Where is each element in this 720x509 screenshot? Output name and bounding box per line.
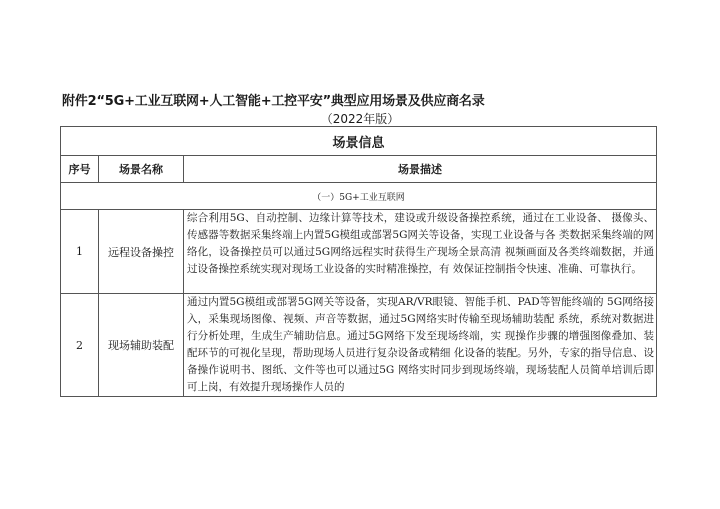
scenario-name: 现场辅助装配 <box>99 294 184 397</box>
table-row <box>61 210 657 294</box>
scenario-name: 远程设备操控 <box>99 210 184 294</box>
column-header-description: 场景描述 <box>184 156 657 183</box>
row-number: 1 <box>61 210 99 294</box>
scenario-table <box>60 126 657 397</box>
column-header-name: 场景名称 <box>99 156 184 183</box>
document-subtitle: （2022年版） <box>320 112 400 126</box>
scenario-description: 通过内置5G模组或部署5G网关等设备，实现AR/VR眼镜、智能手机、PAD等智能终端的 5G网络接入，采集现场图像、视频、声音等数据，通过5G网络实时传输至现场辅助装配 系统，系统对数据进行分析处理，生成生产辅助信息。通过5G网络下发至现场终端，实 现操作步骤的增强图像叠加、装配环节的可视化呈现，帮助现场人员进行复杂设备或精细 化设备的装配。另外，专家的指导信息、设备操作说明书、图纸、文件等也可以通过5G 网络实时同步到现场终端，现场装配人员简单培训后即可上岗，有效提升现场操作人员的 <box>184 294 657 397</box>
table-row <box>61 294 657 397</box>
category-row: （一）5G+工业互联网 <box>61 183 657 210</box>
section-header: 场景信息 <box>61 127 657 156</box>
row-number: 2 <box>61 294 99 397</box>
column-header-number: 序号 <box>61 156 99 183</box>
document-title: 附件2“5G+工业互联网+人工智能+工控平安”典型应用场景及供应商名录 <box>62 94 485 109</box>
scenario-description: 综合利用5G、自动控制、边缘计算等技术，建设或升级设备操控系统，通过在工业设备、 摄像头、传感器等数据采集终端上内置5G模组或部署5G网关等设备，实现工业设备与各 类数据采集终端的网络化，设备操控员可以通过5G网络远程实时获得生产现场全景高清 视频画面及各类终端数据，并通过设备操控系统实现对现场工业设备的实时精准操控，有 效保证控制指令快速、准确、可靠执行。 <box>184 210 657 294</box>
